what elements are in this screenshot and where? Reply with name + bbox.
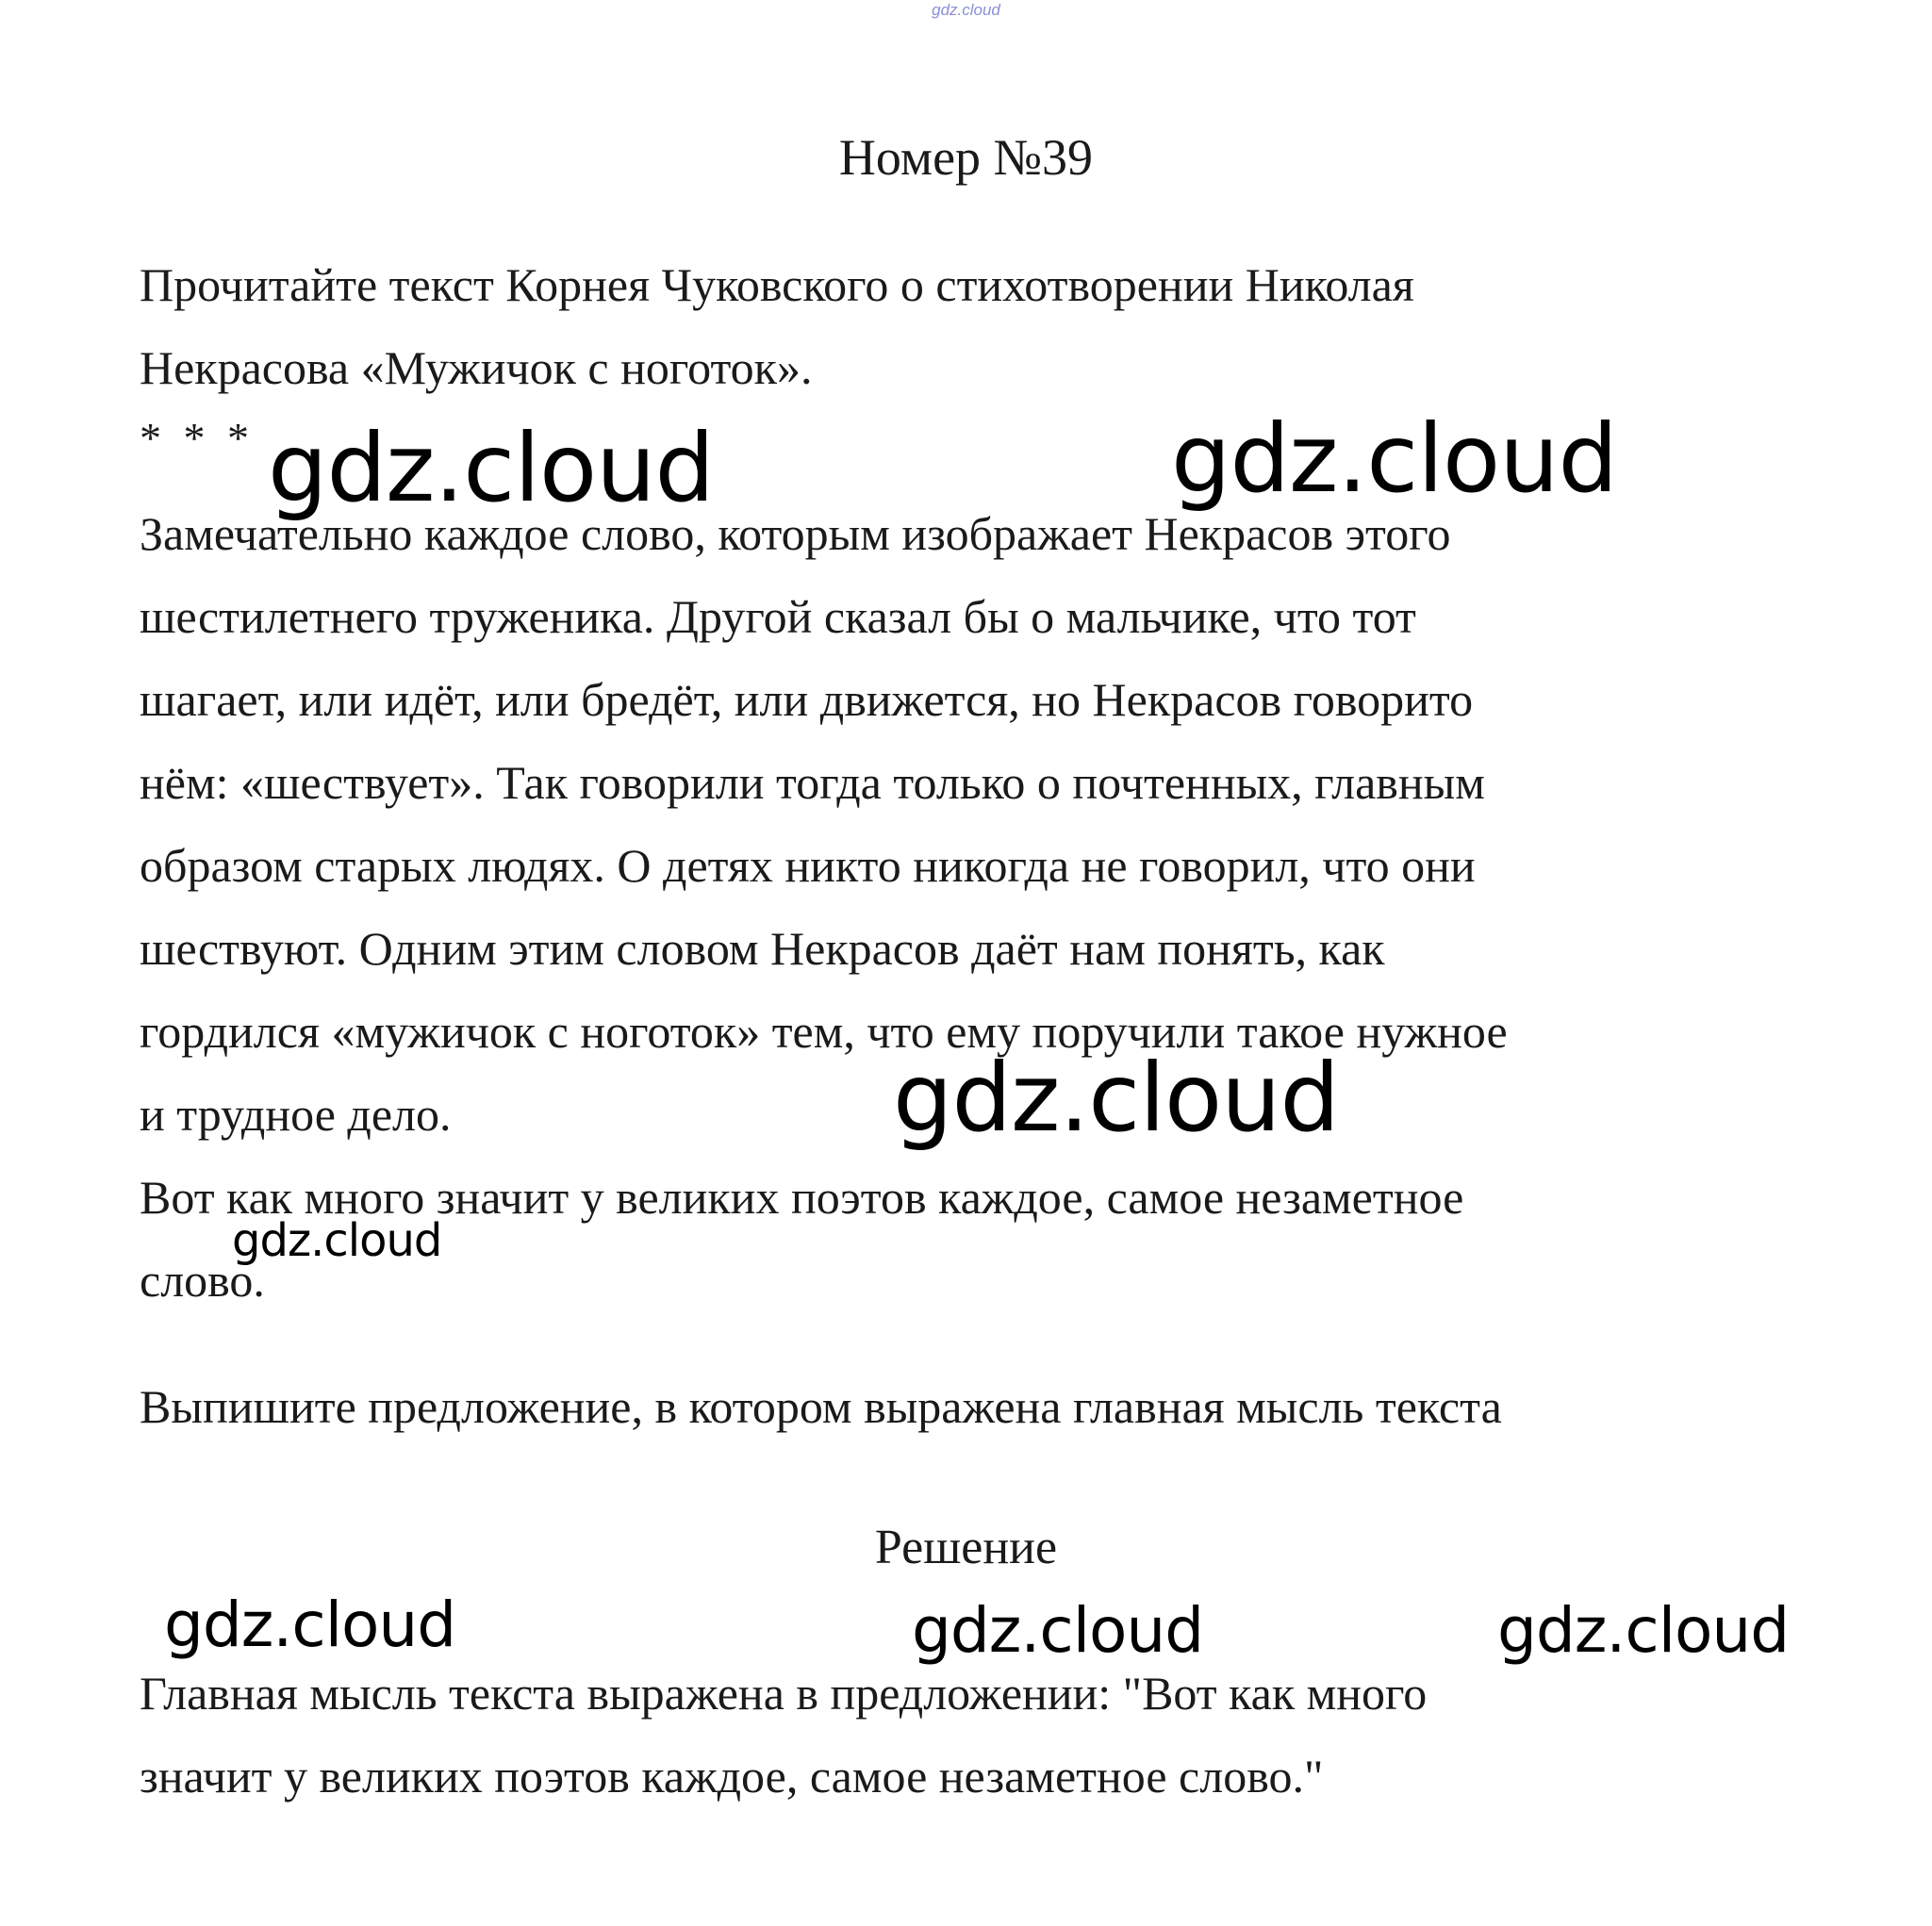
answer-line: Главная мысль текста выражена в предложении: "Вот как много xyxy=(140,1667,1428,1720)
section-separator: * * * xyxy=(140,414,255,462)
question-line: Выпишите предложение, в котором выражена главная мысль текста xyxy=(140,1380,1502,1433)
watermark: gdz.cloud xyxy=(912,1594,1204,1667)
passage-line: слово. xyxy=(140,1254,265,1307)
passage-line: шестилетнего труженика. Другой сказал бы о мальчике, что тот xyxy=(140,590,1416,643)
watermark: gdz.cloud xyxy=(164,1589,456,1661)
passage-line: Замечательно каждое слово, которым изображает Некрасов этого xyxy=(140,507,1451,560)
task-question xyxy=(140,1365,1837,1448)
passage-line: шествуют. Одним этим словом Некрасов даёт нам понять, как xyxy=(140,922,1385,975)
passage-line: образом старых людях. О детях никто никогда не говорил, что они xyxy=(140,839,1476,892)
watermark: gdz.cloud xyxy=(893,1043,1340,1153)
watermark: gdz.cloud xyxy=(1497,1594,1790,1667)
top-watermark: gdz.cloud xyxy=(932,1,1000,19)
passage-line: и трудное дело. xyxy=(140,1088,452,1141)
solution-heading: Решение xyxy=(874,1521,1058,1574)
answer xyxy=(140,1652,1837,1818)
watermark: gdz.cloud xyxy=(232,1214,442,1267)
passage-line: Вот как много значит у великих поэтов каждое, самое незаметное xyxy=(140,1171,1464,1224)
passage-line: гордился «мужичок с ноготок» тем, что ему поручили такое нужное xyxy=(140,1005,1508,1058)
task-intro-line: Прочитайте текст Корнея Чуковского о стихотворении Николая xyxy=(140,258,1414,311)
watermark: gdz.cloud xyxy=(268,413,715,523)
answer-line: значит у великих поэтов каждое, самое незаметное слово." xyxy=(140,1750,1324,1803)
watermark: gdz.cloud xyxy=(1171,403,1618,514)
task-intro-line: Некрасова «Мужичок с ноготок». xyxy=(140,341,813,394)
passage-line: шагает, или идёт, или бредёт, или движется, но Некрасов говорито xyxy=(140,673,1474,726)
task-intro xyxy=(140,243,1837,409)
passage-line: нём: «шествует». Так говорили тогда только о почтенных, главным xyxy=(140,756,1485,809)
page-title: Номер №39 xyxy=(838,129,1094,186)
